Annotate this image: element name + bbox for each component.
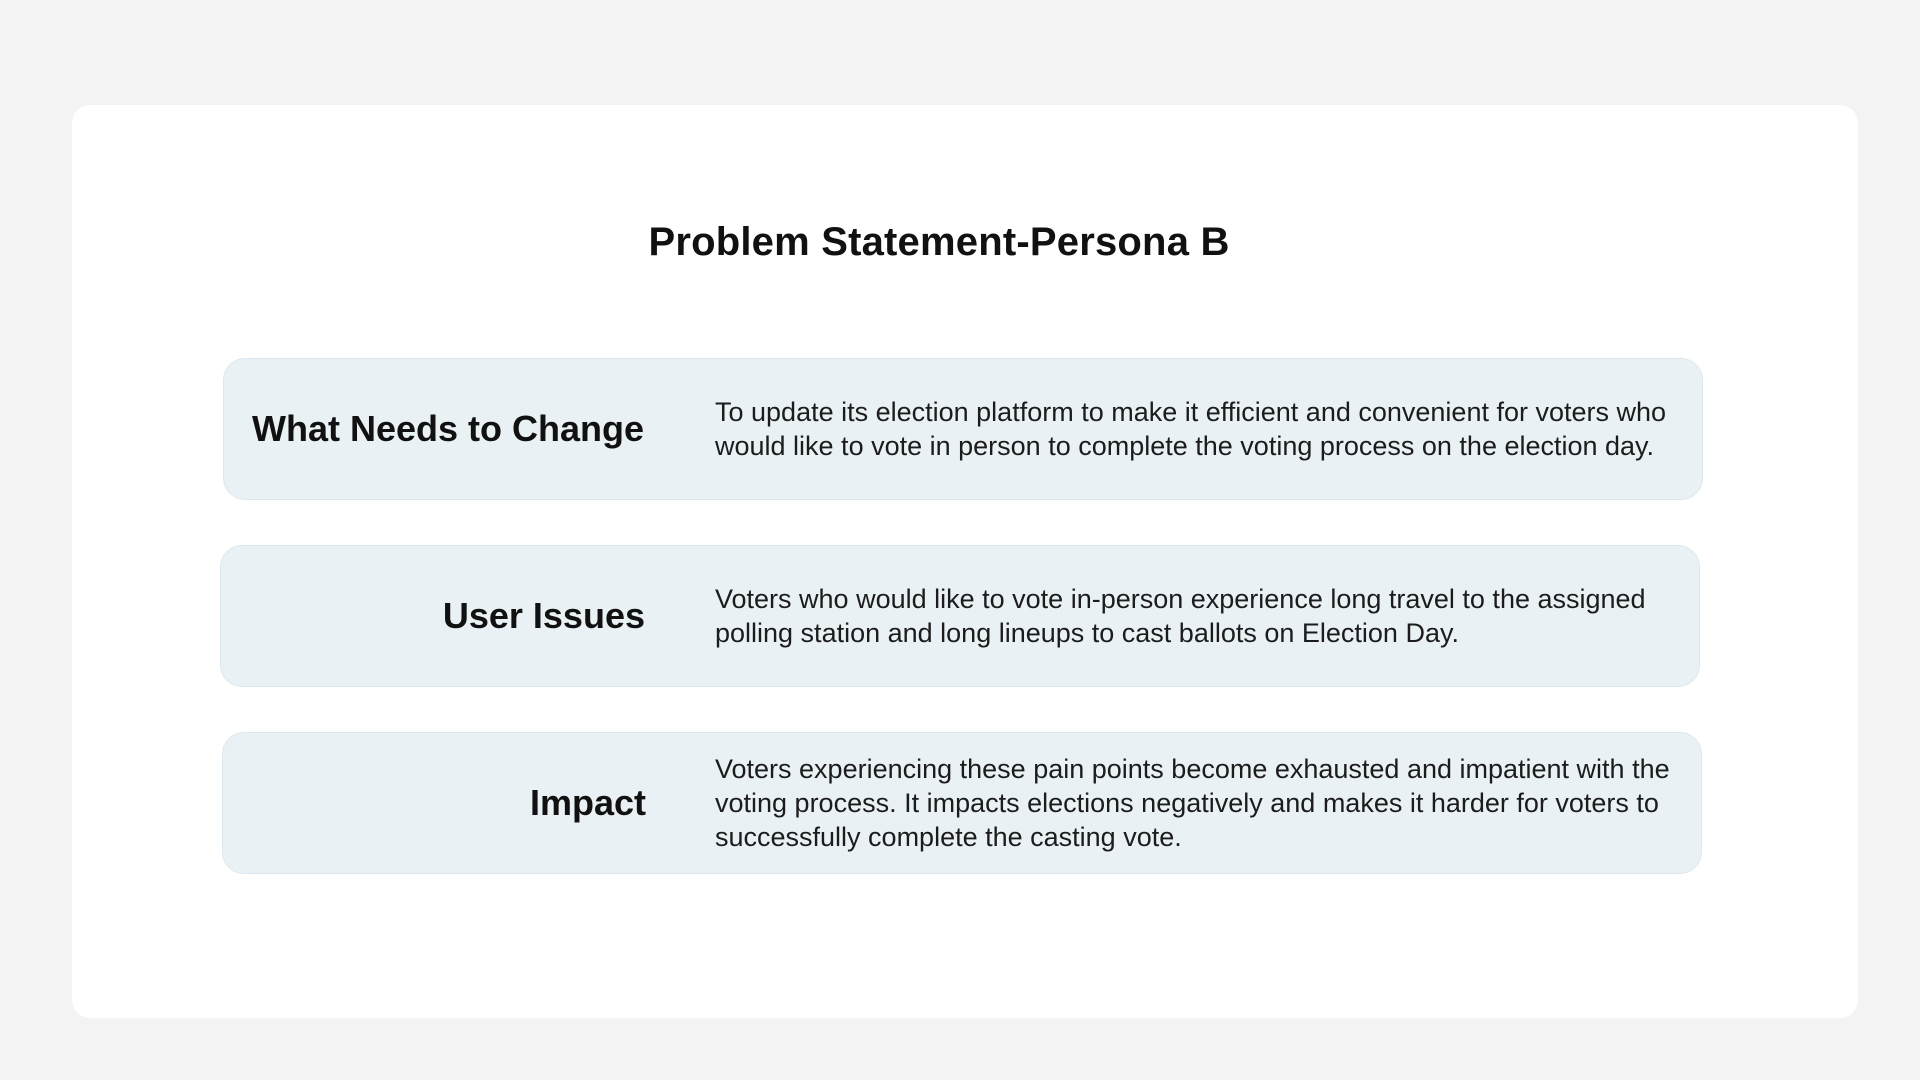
row-text: Voters who would like to vote in-person experience long travel to the assigned polling station and long lineups to cast ballots on Election Day. xyxy=(715,584,1646,648)
row-what-needs-to-change xyxy=(223,358,1703,500)
row-impact xyxy=(222,732,1702,874)
row-text: To update its election platform to make it efficient and convenient for voters who would like to vote in person to complete the voting process on the election day. xyxy=(715,397,1667,461)
row-text: Voters experiencing these pain points become exhausted and impatient with the voting process. It impacts elections negatively and makes it harder for voters to successfully complete the casting vote. xyxy=(715,754,1670,852)
row-label: Impact xyxy=(529,782,646,823)
row-label: What Needs to Change xyxy=(252,408,645,449)
row-user-issues xyxy=(220,545,1700,687)
page-title: Problem Statement-Persona B xyxy=(648,220,1230,264)
row-label: User Issues xyxy=(442,595,645,636)
